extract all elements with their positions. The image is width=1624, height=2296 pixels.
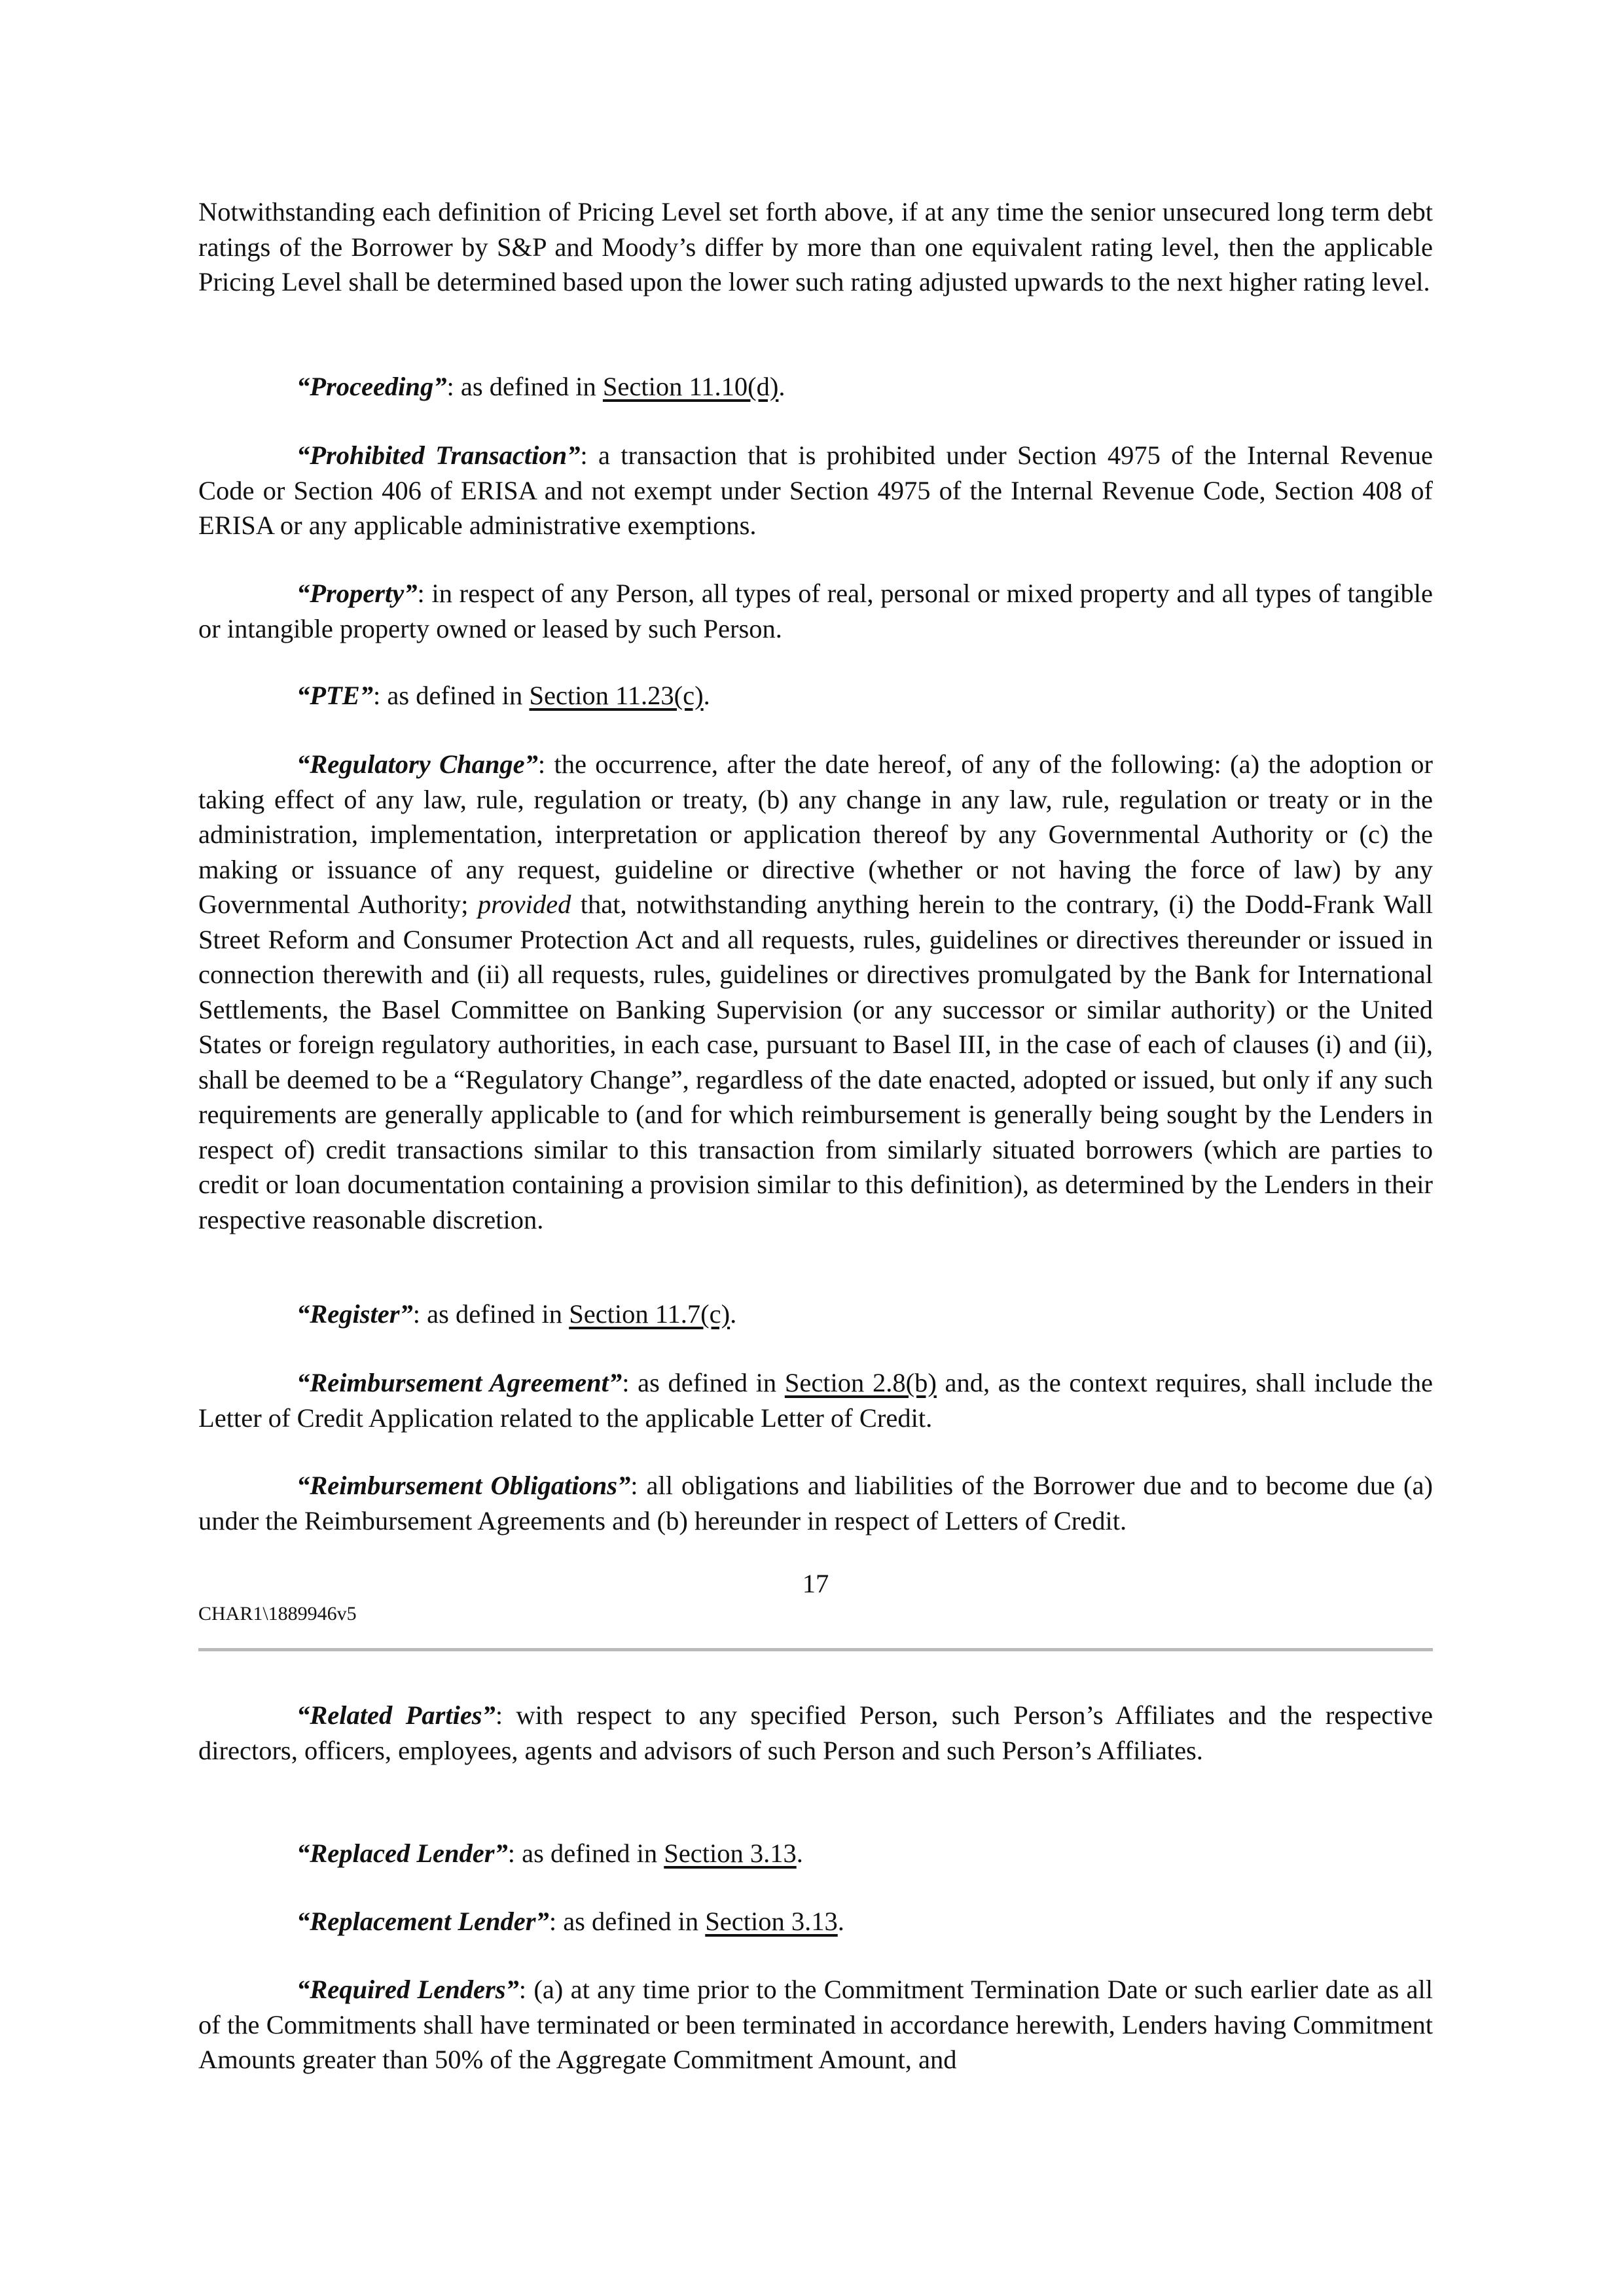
section-reference-link[interactable]: Section 2.8(b) xyxy=(784,1368,937,1397)
definition-related-parties: “Related Parties”: with respect to any specified Person, such Person’s Affiliates and the respective directors, officers, employees, agents and advisors of such Person and such Person’s Affiliates. xyxy=(198,1700,1433,1765)
defined-term: “Prohibited Transaction” xyxy=(297,440,581,470)
defined-term: “Replaced Lender” xyxy=(297,1839,508,1868)
defined-term: “Property” xyxy=(297,579,418,608)
section-reference-link[interactable]: Section 11.7(c) xyxy=(569,1299,731,1329)
defined-term: “Related Parties” xyxy=(297,1700,496,1730)
document-id-footer: CHAR1\1889946v5 xyxy=(198,1603,357,1624)
section-reference-link[interactable]: Section 3.13 xyxy=(664,1839,797,1868)
defined-term: “Register” xyxy=(297,1299,413,1329)
definition-proceeding: “Proceeding”: as defined in Section 11.10(d). xyxy=(297,372,785,401)
defined-term: “Replacement Lender” xyxy=(297,1907,549,1936)
definition-pte: “PTE”: as defined in Section 11.23(c). xyxy=(297,681,710,710)
definition-replacement-lender: “Replacement Lender”: as defined in Section 3.13. xyxy=(297,1907,844,1936)
section-reference-link[interactable]: Section 3.13 xyxy=(705,1907,838,1936)
definition-reimbursement-obligations: “Reimbursement Obligations”: all obligations and liabilities of the Borrower due and to become due (a) under the Reimbursement Agreements and (b) hereunder in respect of Letters of Credit. xyxy=(198,1471,1433,1535)
definition-reimbursement-agreement: “Reimbursement Agreement”: as defined in Section 2.8(b) and, as the context requires, shall include the Letter of Credit Application related to the applicable Letter of Credit. xyxy=(198,1368,1434,1433)
pricing-level-paragraph: Notwithstanding each definition of Pricing Level set forth above, if at any time the senior unsecured long term debt ratings of the Borrower by S&P and Moody’s differ by more than one equivalent rating level, then the applicable Pricing Level shall be determined based upon the lower such rating adjusted upwards to the next higher rating level. xyxy=(198,197,1433,296)
emphasis-provided: provided xyxy=(477,889,571,919)
defined-term: “Reimbursement Agreement” xyxy=(297,1368,623,1397)
defined-term: “Proceeding” xyxy=(297,372,447,401)
defined-term: “PTE” xyxy=(297,681,373,710)
defined-term: “Required Lenders” xyxy=(297,1975,519,2004)
section-reference-link[interactable]: Section 11.23(c) xyxy=(529,681,704,710)
definition-register: “Register”: as defined in Section 11.7(c). xyxy=(297,1299,737,1329)
defined-term: “Reimbursement Obligations” xyxy=(297,1471,631,1500)
defined-term: “Regulatory Change” xyxy=(297,749,538,779)
section-reference-link[interactable]: Section 11.10(d) xyxy=(602,372,779,401)
definition-property: “Property”: in respect of any Person, all types of real, personal or mixed property and all types of tangible or intangible property owned or leased by such Person. xyxy=(198,579,1433,643)
definition-replaced-lender: “Replaced Lender”: as defined in Section 3.13. xyxy=(297,1839,803,1868)
definition-required-lenders: “Required Lenders”: (a) at any time prior to the Commitment Termination Date or such earlier date as all of the Commitments shall have terminated or been terminated in accordance herewith, Lenders having Commitment Amounts greater than 50% of the Aggregate Commitment Amount, and xyxy=(198,1975,1433,2074)
page-number: 17 xyxy=(802,1569,829,1598)
definition-prohibited-transaction: “Prohibited Transaction”: a transaction that is prohibited under Section 4975 of the Internal Revenue Code or Section 406 of ERISA and not exempt under Section 4975 of the Internal Revenue Code, Section 408 of ERISA or any applicable administrative exemptions. xyxy=(198,440,1433,540)
definition-regulatory-change: “Regulatory Change”: the occurrence, after the date hereof, of any of the following: (a) the adoption or taking effect of any law, rule, regulation or treaty, (b) any change in any law, rule, regulation or treaty or in the administration, implementation, interpretation or application thereof by any Governmental Authority or (c) the making or issuance of any request, guideline or directive (whether or not having the force of law) by any Governmental Authority; provided that, notwithstanding anything herein to the contrary, (i) the Dodd-Frank Wall Street Reform and Consumer Protection Act and all requests, rules, guidelines or directives thereunder or issued in connection therewith and (ii) all requests, rules, guidelines or directives promulgated by the Bank for International Settlements, the Basel Committee on Banking Supervision (or any successor or similar authority) or the United States or foreign regulatory authorities, in each case, pursuant to Basel III, in the case of each of clauses (i) and (ii), shall be deemed to be a “Regulatory Change”, regardless of the date enacted, adopted or issued, but only if any such requirements are generally applicable to (and for which reimbursement is generally being sought by the Lenders in respect of) credit transactions similar to this transaction from similarly situated borrowers (which are parties to credit or loan documentation containing a provision similar to this definition), as determined by the Lenders in their respective reasonable discretion. xyxy=(198,749,1433,1234)
page-break-divider xyxy=(198,1648,1433,1651)
